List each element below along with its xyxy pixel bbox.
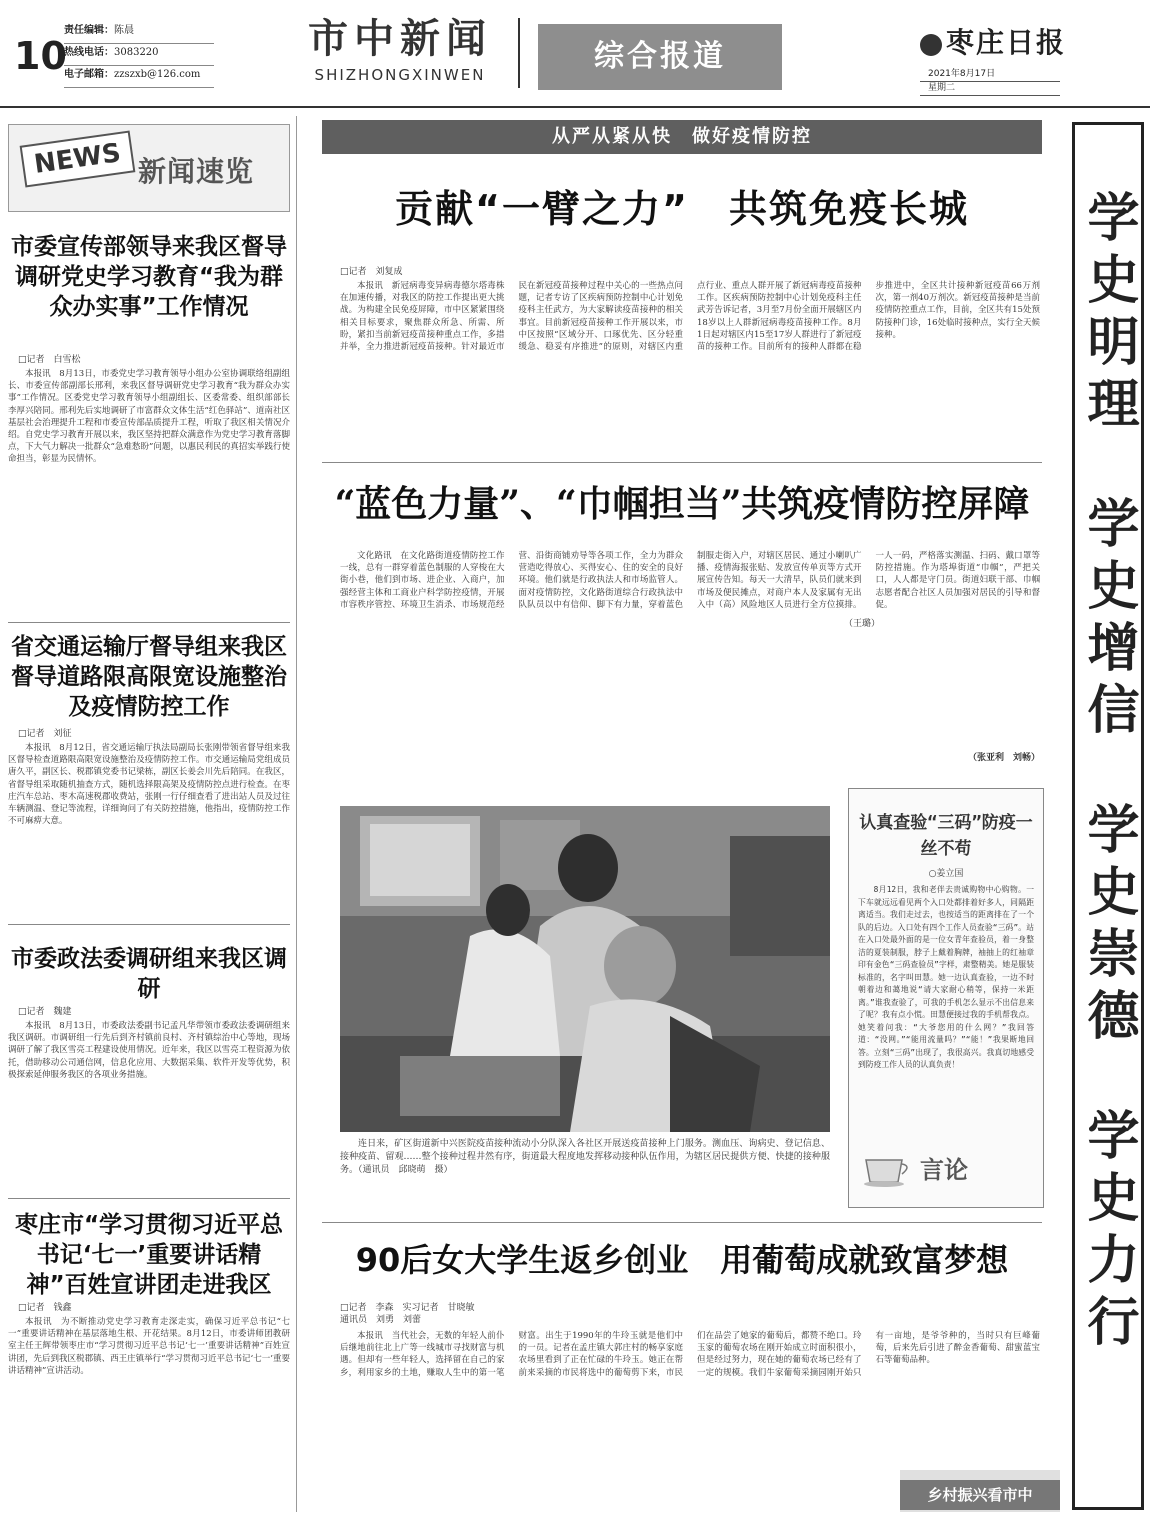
section-title: 综合报道 — [538, 24, 782, 90]
article-4-body: 本报讯 为不断推动党史学习教育走深走实，确保习近平总书记“七一”重要讲话精神在基层落地生根、开花结果。8月12日，市委讲师团教研室主任王辉带领枣庄市“学习贯彻习近平总书记‘七一’重要讲话精神”百姓宣讲团，先后到我区税郡镇、西王庄镇举行“学习贯彻习近平总书记‘七一’重要讲话精神”宣讲活动。 — [8, 1317, 290, 1376]
blue-force-signature: （王璐） — [843, 619, 880, 629]
hotline-label: 热线电话： — [64, 47, 114, 58]
photo-caption — [340, 1138, 830, 1177]
editor-name: 陈晨 — [114, 25, 134, 36]
hotline-row — [64, 44, 214, 66]
photo-caption-text: 连日来，矿区街道新中兴医院疫苗接种流动小分队深入各社区开展送疫苗接种上门服务。测血压、询病史、登记信息、接种疫苗、留观……整个接种过程井然有序，街道最大程度地发挥移动接种队伍作用，为辖区居民提供方便、快捷的接种服务。 — [340, 1139, 830, 1175]
teacup-icon — [862, 1152, 914, 1192]
vaccination-photo — [340, 806, 830, 1132]
grape-body: 本报讯 当代社会，无数的年轻人前仆后继地前往北上广等一线城市寻找财富与机遇。但却有一些年轻人，选择留在自己的家乡，利用家乡的土地，赚取人生中的第一笔财富。出生于1990年的牛玲玉就是他们中的一员。记者在孟庄镇大郭庄村的畅享家庭农场里看到了正在忙碌的牛玲玉。她正在帮前来采摘的市民将选中的葡萄剪下来，市民们在品尝了她家的葡萄后，都赞不绝口。玲玉家的葡萄农场在刚开始成立时面积很小，但是经过努力，现在她的葡萄农场已经有了一定的规模。我们牛家葡萄采摘园刚开始只有一亩地，是爷爷种的，当时只有巨峰葡萄，后来先后引进了醉金香葡萄、甜蜜蓝宝石等葡萄品种。 — [340, 1331, 1040, 1378]
slogan-gap — [1072, 438, 1144, 496]
slogan-line-1: 学史明理 — [1078, 190, 1138, 438]
issue-date-value: 2021年8月17日 — [920, 68, 1060, 82]
slogan — [1072, 190, 1144, 1356]
article-divider — [8, 622, 290, 623]
article-3-body: 本报讯 8月13日，市委政法委副书记孟凡华带领市委政法委调研组来我区调研。市调研组一行先后到齐村镇前良村、齐村镇综治中心等地，现场调研了解了我区雪亮工程建设使用情况。近年来，我区以雪亮工程资源为依托，借助移动公司通信网，信息化应用、大数据采集、软件开发等优势，积极探索延伸服务我区的各项业务措施。 — [8, 1021, 290, 1080]
brand-logo-en: SHIZHONGXINWEN — [314, 66, 486, 84]
article-1-byline: □记者 白雪松 — [18, 355, 81, 365]
vaccine-byline: □记者 刘复成 — [340, 267, 403, 277]
email-row — [64, 66, 214, 88]
email-value: zzszxb@126.com — [114, 69, 201, 80]
article-2-headline: 省交通运输厅督导组来我区督导道路限高限宽设施整治及疫情防控工作 — [11, 634, 287, 720]
opinion-badge: 言论 — [920, 1156, 968, 1184]
opinion-body: 8月12日，我和老伴去贵诚购物中心购物。一下车就远远看见两个入口处都排着好多人，同隔距离适当。我们走过去，也按适当的距离排在了一个队的后边。入口处有四个工作人员查验“三码”。站在入口处最外面的是一位女青年查验员，着一身整洁的夏装制服，脖子上戴着胸牌，袖抽上的红袖章印有金色“三码查验员”字样，肃整精美。她是服装标准的，名字叫田慧。她一边认真查验，一边不时朝着边和蔼地说“请大家耐心稍等，保持一米距离。”谁我查验了，可我的手机怎么显示不出信息来了呢？我有点小慌。田慧便接过我的手机帮我点。她笑着问我：“大爷您用的什么网？”我回答道：“没网。”“能用流量吗？”“能！”我果断地回答。立刻“三码”出现了，我很高兴。我真切地感受到防疫工作人员的认真负责！ — [858, 885, 1034, 1069]
blue-force-body: 文化路讯 在文化路街道疫情防控工作一线，总有一群穿着蓝色制服的人穿梭在大街小巷，他们到市场、进企业、入商户，加强经营主体和工商业户科学防控疫情，开展市容秩序管控、环境卫生消杀、市场规范经营、沿街商铺劝导等各项工作，全力为群众营造吃得放心、买得安心、住的安全的良好环境。他们就是行政执法人和市场监管人。面对疫情防控，文化路街道综合行政执法中队队员以中有信仰、脚下有力量，穿着蓝色制服走街入户，对辖区居民、通过小喇叭广播、疫情海报张贴、发放宣传单页等方式开展宣传告知。每天一大清早，队员们就来到市场及便民摊点，对商户本人及家属有无出入中（高）风险地区人员进行全方位摸排。一人一码，严格落实测温、扫码、戴口罩等防控措施。作为塔埠街道“巾帼”，严把关口，人人都是守门员。街道妇联干部、巾帼志愿者配合社区人员加强对居民的引导和督促。 — [340, 551, 1040, 610]
slogan-line-2: 学史增信 — [1078, 496, 1138, 744]
article-3-headline: 市委政法委调研组来我区调研 — [11, 946, 287, 1002]
brand-logo-cn: 市中新闻 — [308, 15, 492, 62]
opinion-title: 认真查验“三码”防疫一丝不苟 — [859, 813, 1033, 859]
article-divider — [8, 1198, 290, 1199]
editor-label: 责任编辑： — [64, 25, 114, 36]
article-2-byline: □记者 刘征 — [18, 729, 72, 739]
headline-grape: 90后女大学生返乡创业 用葡萄成就致富梦想 — [355, 1241, 1009, 1279]
slogan-gap — [1072, 1050, 1144, 1108]
article-2-body: 本报讯 8月12日，省交通运输厅执法局副局长张刚带领省督导组来我区督导检查道路限高限宽设施整治及疫情防控工作。市交通运输局党组成员唐久平，副区长、税郡镇党委书记梁栋，副区长姜会川先后陪同。在我区，省督导组采取随机抽查方式，随机选择限高架及疫情防控点进行检查。在枣庄汽车总站、枣木高速税郡收费站，张刚一行仔细查看了进出站人员及过往车辆测温、登记等流程，详细询问了有关防控措施，他指出，疫情防控工作不可麻痹大意。 — [8, 743, 290, 827]
editor-row — [64, 22, 214, 44]
rural-tag-text: 乡村振兴看市中 — [927, 1486, 1033, 1504]
vaccine-body: 本报讯 新冠病毒变异病毒德尔塔毒株在加速传播，对我区的防控工作提出更大挑战。为构建全民免疫屏障，市中区紧紧围绕相关目标要求，聚焦群众所急、所需、所盼，紧扣当前新冠疫苗接种重点工作，多措并举，全力推进新冠疫苗接种。针对最近市民在新冠疫苗接种过程中关心的一些热点问题，记者专访了区疾病预防控制中心计划免疫科主任武方，为大家解读疫苗接种的相关事宜。目前新冠疫苗接种工作开展以来，市中区按照“区域分开、口琢优先、区分轻重缓急、稳妥有序推进”的原则，对辖区内重点行业、重点人群开展了新冠病毒疫苗接种工作。区疾病预防控制中心计划免疫科主任武芳告诉记者，3月至7月份全面开展辖区内18岁以上人群新冠病毒疫苗接种工作。8月1日起对辖区内15至17岁人群进行了新冠疫苗的接种工作。目前所有的接种人群都在稳步推进中，全区共计接种新冠疫苗66万剂次，第一剂40万剂次。新冠疫苗接种是当前疫情防控重点工作，目前，全区共有15处预防接种门诊，16处临时接种点，实行全天候接种。 — [340, 281, 1040, 353]
slogan-gap — [1072, 744, 1144, 802]
page-number: 10 — [14, 34, 67, 78]
article-4-byline: □记者 钱鑫 — [18, 1303, 72, 1313]
issue-date — [920, 68, 1060, 96]
newspaper-logo-icon — [920, 34, 942, 56]
email-label: 电子邮箱： — [64, 69, 114, 80]
article-1-body: 本报讯 8月13日，市委党史学习教育领导小组办公室协调联络组副组长、市委宣传部副部长邢利，来我区督导调研党史学习教育“我为群众办实事”工作情况。区委党史学习教育领导小组副组长、区委常委、组织部部长李厚兴陪同。邢利先后实地调研了市富群众文体生活“红色驿站”、道南社区基层社会治理提升工程和市委宣传部品质提升工程，听取了我区相关情况介绍。自党史学习教育开展以来，我区坚持把群众满意作为党史学习教育落脚点，下大气力解决一批群众“急难愁盼”问题，以惠民利民的真招实举践行使命担当，彰显为民情怀。 — [8, 369, 290, 465]
issue-weekday: 星期二 — [920, 82, 1060, 96]
news-tag: NEWS — [20, 130, 136, 187]
newspaper-logo — [920, 26, 1066, 60]
hotline-value: 3083220 — [114, 47, 159, 58]
section-rule — [322, 1222, 1042, 1223]
photo-credit: （通讯员 邱晓萌 摄） — [358, 1165, 453, 1175]
grape-byline: □记者 李森 实习记者 甘晓敏 通讯员 刘勇 刘蕾 — [340, 1303, 484, 1325]
slogan-line-4: 学史力行 — [1078, 1108, 1138, 1356]
article-1-headline: 市委宣传部领导来我区督导调研党史学习教育“我为群众办实事”工作情况 — [11, 234, 287, 320]
masthead-divider — [518, 18, 520, 88]
news-brief-title: 新闻速览 — [138, 155, 255, 188]
article-4-headline: 枣庄市“学习贯彻习近平总书记‘七一’重要讲话精神”百姓宣讲团走进我区 — [14, 1212, 284, 1298]
masthead-info — [64, 22, 214, 88]
slogan-line-3: 学史崇德 — [1078, 802, 1138, 1050]
headline-blue-force: “蓝色力量”、“巾帼担当”共筑疫情防控屏障 — [334, 483, 1030, 525]
left-column-divider — [296, 116, 297, 1512]
topic-banner-text: 从严从紧从快 做好疫情防控 — [552, 126, 812, 147]
article-divider — [8, 924, 290, 925]
article-3-byline: □记者 魏建 — [18, 1007, 72, 1017]
headline-vaccine: 贡献“一臂之力” 共筑免疫长城 — [395, 187, 969, 231]
opinion-byline: ○姜立国 — [928, 869, 964, 879]
newspaper-name: 枣庄日报 — [946, 26, 1067, 59]
vaccination-photo-image — [340, 806, 830, 1132]
section-rule — [322, 462, 1042, 463]
women-signature: （张亚利 刘畅） — [967, 753, 1040, 763]
masthead-rule — [0, 106, 1150, 108]
